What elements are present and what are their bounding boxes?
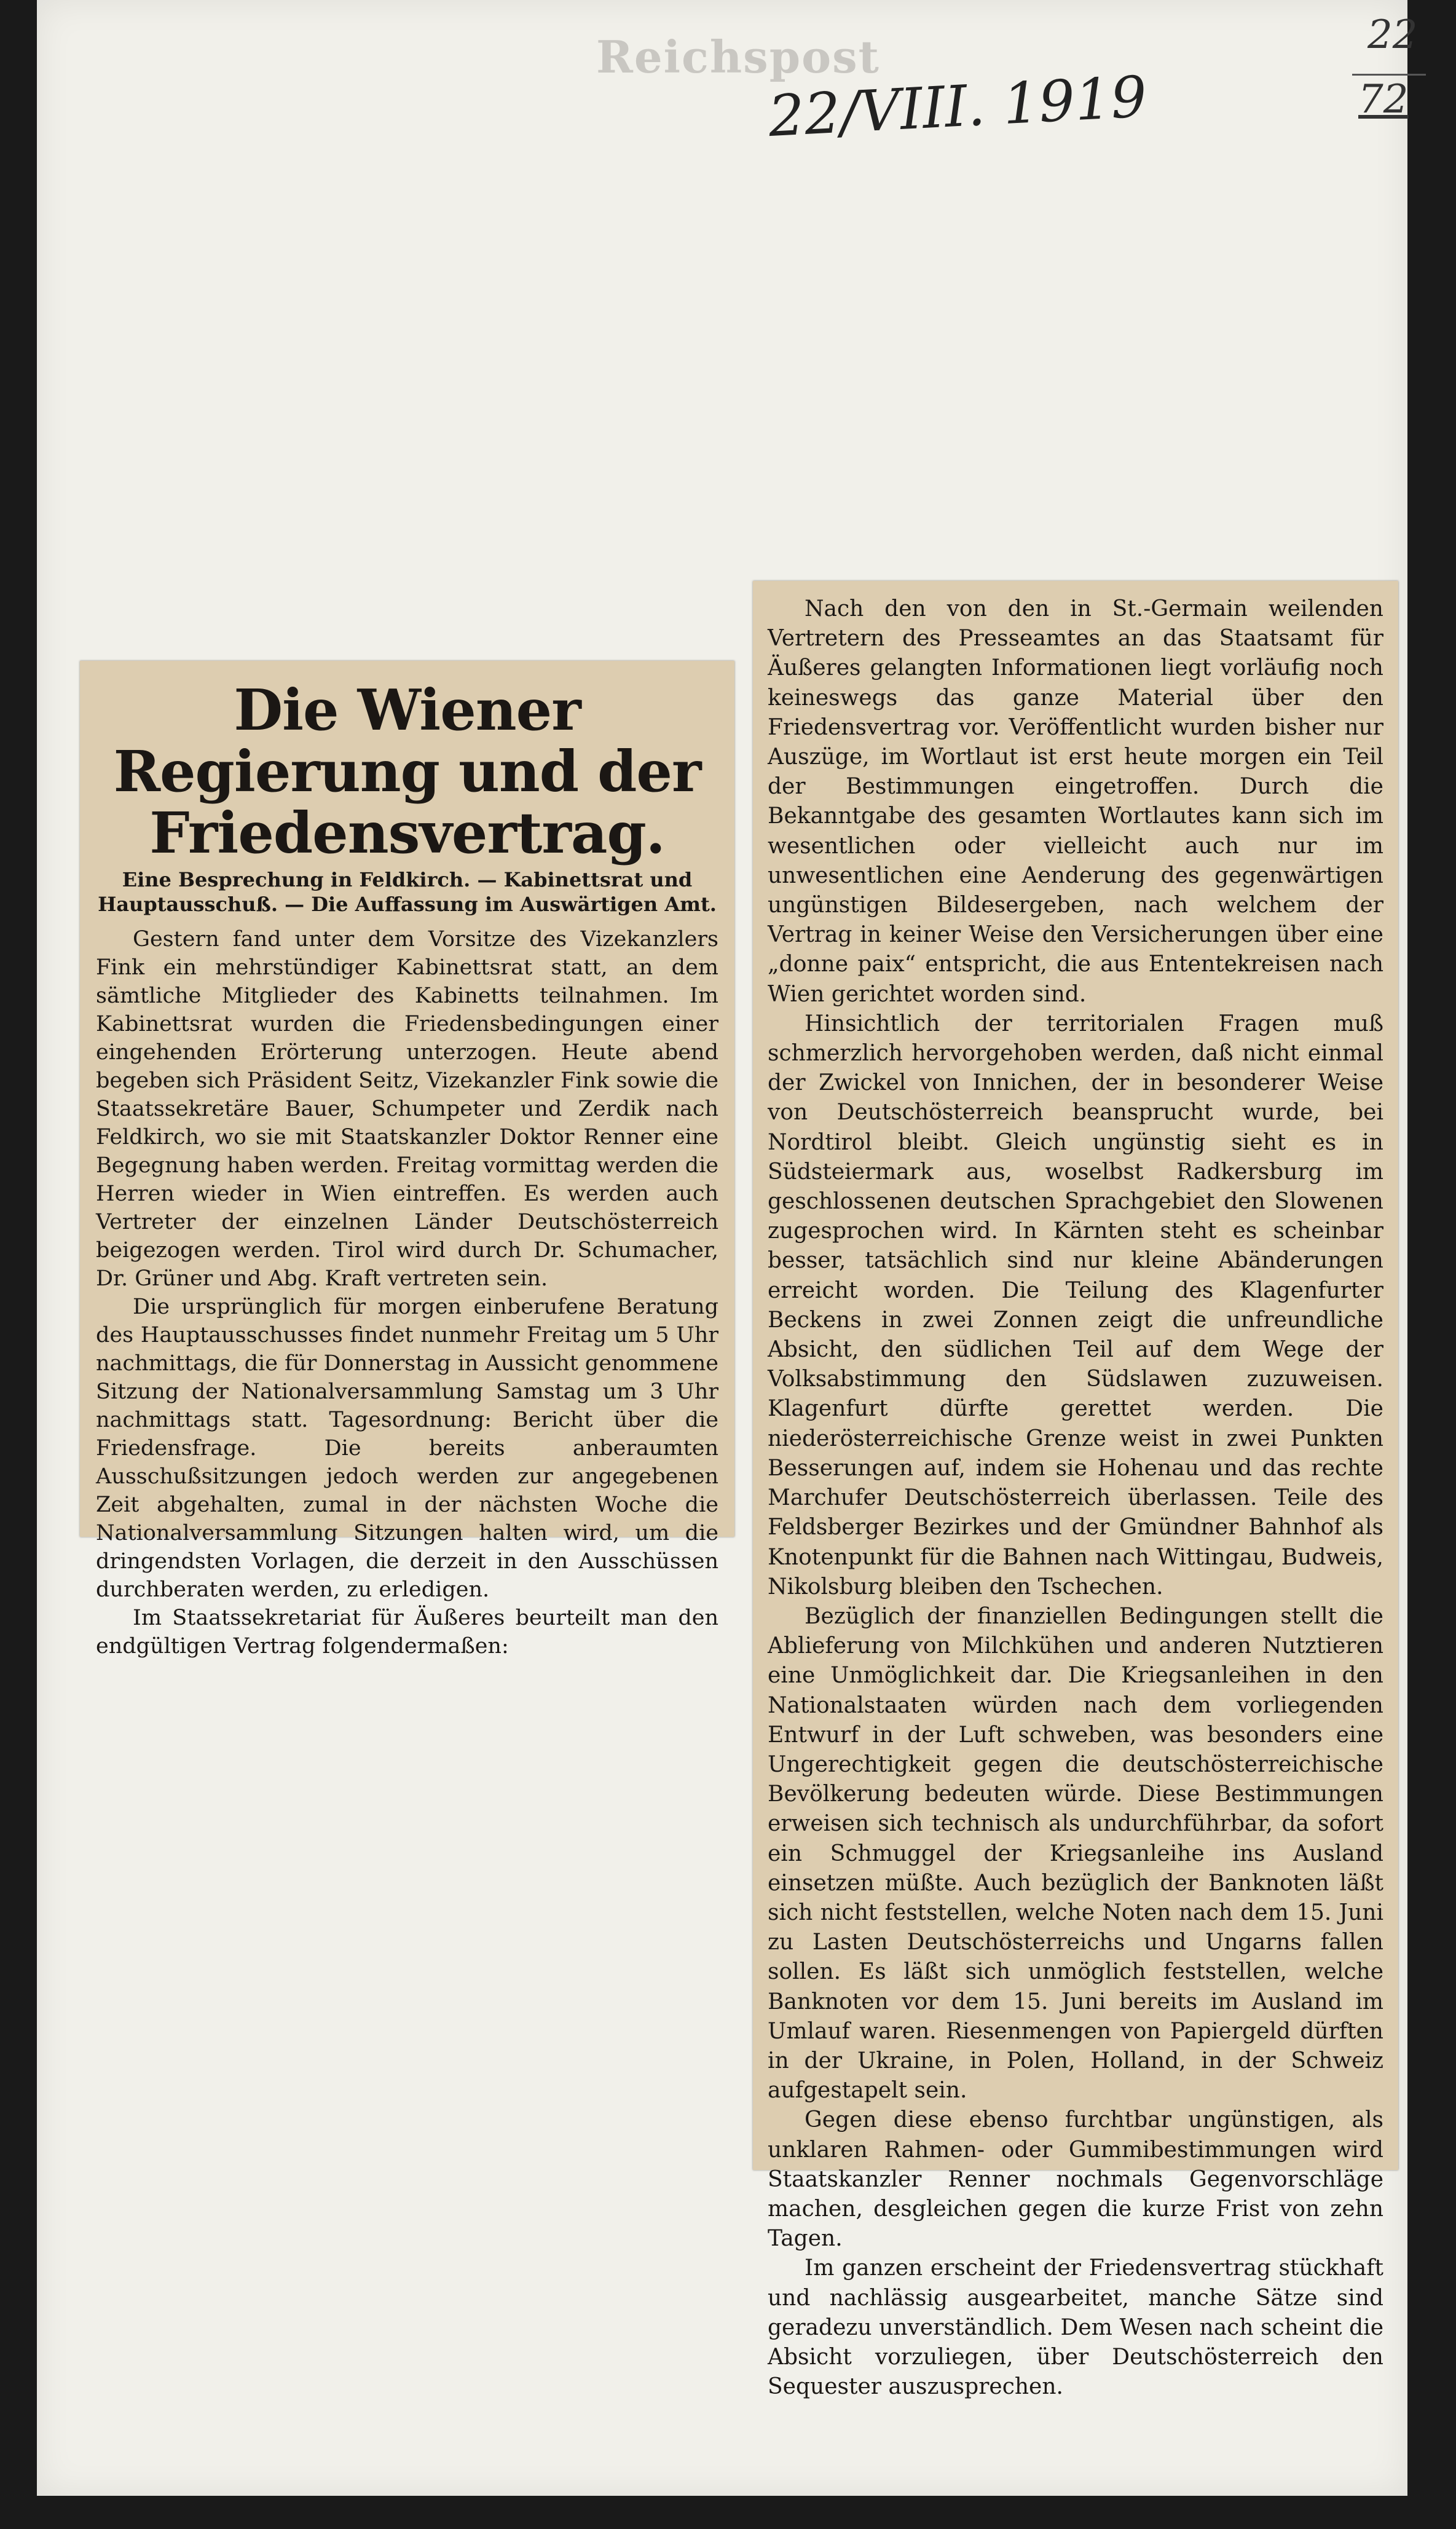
paragraph: Gestern fand unter dem Vorsitze des Vizekanzlers Fink ein mehrstündiger Kabinettsrat statt, an dem sämtliche Mitglieder des Kabinetts teilnahmen. Im Kabinettsrat wurden die Friedensbedingungen einer eingehenden Erörterung unterzogen. Heute abend begeben sich Präsident Seitz, Vizekanzler Fink sowie die Staatssekretäre Bauer, Schumpeter und Zerdik nach Feldkirch, wo sie mit Staatskanzler Doktor Renner eine Begegnung haben werden. Freitag vormittag werden die Herren wieder in Wien eintreffen. Es werden auch Vertreter der einzelnen Länder Deutschösterreich beigezogen werden. Tirol wird durch Dr. Schumacher, Dr. Grüner und Abg. Kraft vertreten sein. <box>96 927 718 1291</box>
column-2-body <box>768 594 1383 2400</box>
handwritten-page-number: 72 <box>1358 77 1409 122</box>
paragraph: Die ursprünglich für morgen einberufene Beratung des Hauptausschusses findet nunmehr Freitag um 5 Uhr nachmittags, die für Donnerstag in Aussicht genommene Sitzung der Nationalversammlung Samstag um 3 Uhr nachmittags statt. Tagesordnung: Bericht über die Friedensfrage. Die bereits anberaumten Ausschußsitzungen jedoch werden zur angegebenen Zeit abgehalten, zumal in der nächsten Woche die Nationalversammlung Sitzungen halten wird, um die dringendsten Vorlagen, die derzeit in den Ausschüssen durchberaten werden, zu erledigen. <box>96 1295 718 1602</box>
article-headline: Die Wiener Regierung und der Friedensvertrag. <box>113 677 701 866</box>
paragraph: Gegen diese ebenso furchtbar ungünstigen, als unklaren Rahmen- oder Gummibestimmungen wird Staatskanzler Renner nochmals Gegenvorschläge machen, desgleichen gegen die kurze Frist von zehn Tagen. <box>768 2107 1383 2252</box>
paragraph: Im Staatssekretariat für Äußeres beurteilt man den endgültigen Vertrag folgendermaßen: <box>96 1606 718 1659</box>
handwritten-page-number-top: 22 <box>1367 12 1418 58</box>
paragraph: Im ganzen erscheint der Friedensvertrag stückhaft und nachlässig ausgearbeitet, manche Sätze sind geradezu unverständlich. Dem Wesen nach scheint die Absicht vorzuliegen, über Deutschösterreich den Sequester auszusprechen. <box>768 2255 1383 2400</box>
paragraph: Bezüglich der finanziellen Bedingungen stellt die Ablieferung von Milchkühen und anderen Nutztieren eine Unmöglichkeit dar. Die Kriegsanleihen in den Nationalstaaten würden nach dem vorliegenden Entwurf in der Luft schweben, was besonders eine Ungerechtigkeit gegen die deutschösterreichische Bevölkerung bedeuten würde. Diese Bestimmungen erweisen sich technisch als undurchführbar, da sofort ein Schmuggel der Kriegsanleihe ins Ausland einsetzen müßte. Auch bezüglich der Banknoten läßt sich nicht feststellen, welche Noten nach dem 15. Juni zu Lasten Deutschösterreichs und Ungarns fallen sollen. Es läßt sich unmöglich feststellen, welche Banknoten vor dem 15. Juni bereits im Ausland im Umlauf waren. Riesenmengen von Papiergeld dürften in der Ukraine, in Polen, Holland, in der Schweiz aufgestapelt sein. <box>768 1603 1383 2104</box>
paragraph: Hinsichtlich der territorialen Fragen muß schmerzlich hervorgehoben werden, daß nicht einmal der Zwickel von Innichen, der in besonderer Weise von Deutschösterreich beansprucht wurde, bei Nordtirol bleibt. Gleich ungünstig sieht es in Südsteiermark aus, woselbst Radkersburg im geschlossenen deutschen Sprachgebiet den Slowenen zugesprochen wird. In Kärnten steht es scheinbar besser, tatsächlich sind nur kleine Abänderungen erreicht worden. Die Teilung des Klagenfurter Beckens in zwei Zonnen zeigt die unfreundliche Absicht, den südlichen Teil auf dem Wege der Volksabstimmung den Südslawen zuzuweisen. Klagenfurt dürfte gerettet werden. Die niederösterreichische Grenze weist in zwei Punkten Besserungen auf, indem sie Hohenau und das rechte Marchufer Deutschösterreich überlassen. Teile des Feldsberger Bezirkes und der Gmündner Bahnhof als Knotenpunkt für die Bahnen nach Wittingau, Budweis, Nikolsburg bleiben den Tschechen. <box>768 1011 1383 1600</box>
clipping-column-2 <box>753 581 1398 2400</box>
handwritten-date: 22/VIII. 1919 <box>766 63 1149 150</box>
article-subheadline: Eine Besprechung in Feldkirch. — Kabinettsrat und Hauptausschuß. — Die Auffassung im Auswärtigen Amt. <box>98 868 717 916</box>
paragraph: Nach den von den in St.-Germain weilenden Vertretern des Presseamtes an das Staatsamt für Äußeres gelangten Informationen liegt vorläufig noch keineswegs das ganze Material über den Friedensvertrag vor. Veröffentlicht wurden bisher nur Auszüge, im Wortlaut ist erst heute morgen ein Teil der Bestimmungen eingetroffen. Durch die Bekanntgabe des gesamten Wortlautes kann sich im wesentlichen oder vielleicht auch nur im unwesentlichen eine Aenderung des gegenwärtigen ungünstigen Bildesergeben, nach welchem der Vertrag in keiner Weise den Versicherungen über eine „donne paix“ entspricht, die aus Ententekreisen nach Wien gerichtet worden sind. <box>768 596 1383 1007</box>
handwritten-rule <box>1352 74 1426 76</box>
clipping-column-1 <box>80 661 734 1659</box>
newspaper-stamp: Reichspost <box>596 31 880 83</box>
column-1-body <box>96 925 718 1659</box>
